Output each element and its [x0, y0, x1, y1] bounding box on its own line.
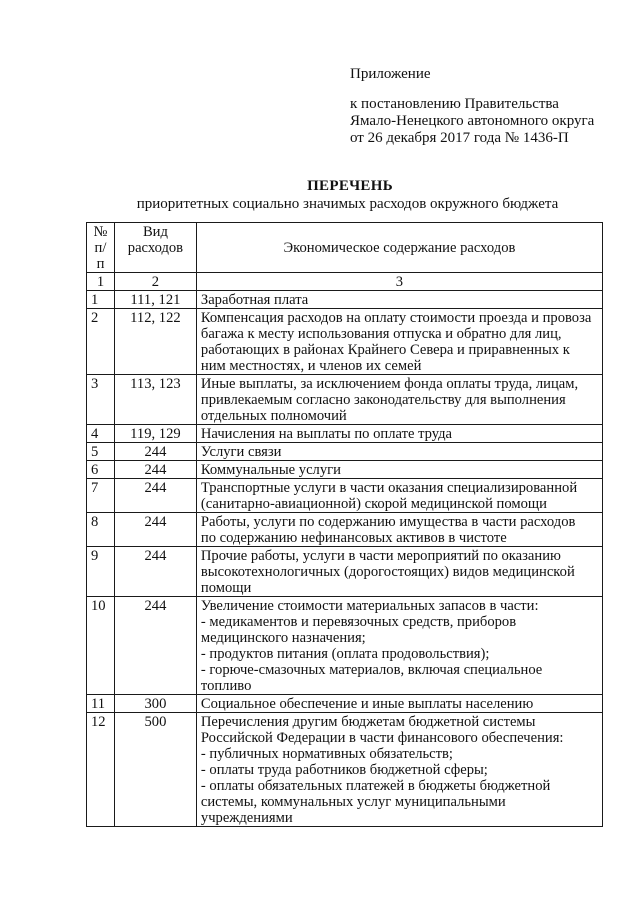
- row-expense-kind: 119, 129: [114, 425, 196, 443]
- row-description-line: медицинского назначения;: [200, 630, 366, 646]
- row-description: [196, 597, 602, 695]
- table-row: [87, 443, 603, 461]
- row-description-line: топливо: [200, 678, 252, 694]
- row-expense-kind: 300: [114, 695, 196, 713]
- row-description-line: учреждениями: [200, 810, 293, 826]
- row-description-line: - оплаты труда работников бюджетной сферы;: [200, 762, 488, 778]
- document-subtitle: приоритетных социально значимых расходов окружного бюджета: [136, 196, 559, 212]
- table-row: [87, 291, 603, 309]
- row-description-line: Российской Федерации в части финансового обеспечения:: [200, 730, 564, 746]
- row-expense-kind: 113, 123: [114, 375, 196, 425]
- row-description-line: Начисления на выплаты по оплате труда: [200, 426, 453, 442]
- row-description-line: высокотехнологичных (дорогостоящих) видов медицинской: [200, 564, 575, 580]
- row-description-line: работающих в районах Крайнего Севера и приравненных к: [200, 342, 570, 358]
- annex-line-1: к постановлению Правительства: [350, 96, 559, 112]
- row-number: 7: [87, 479, 115, 513]
- row-description-line: багажа к месту использования отпуска и обратно для лиц,: [200, 326, 562, 342]
- row-expense-kind: 244: [114, 461, 196, 479]
- annex-block: [350, 66, 594, 147]
- row-description-line: помощи: [200, 580, 252, 596]
- row-number: 8: [87, 513, 115, 547]
- row-description: [196, 547, 602, 597]
- row-number: 9: [87, 547, 115, 597]
- row-number: 6: [87, 461, 115, 479]
- row-description: [196, 479, 602, 513]
- annex-title: Приложение: [350, 66, 431, 82]
- row-number: 4: [87, 425, 115, 443]
- header-kind-line-1: Вид: [142, 224, 168, 240]
- row-description-line: - оплаты обязательных платежей в бюджеты бюджетной: [200, 778, 551, 794]
- annex-line-3: от 26 декабря 2017 года № 1436-П: [350, 130, 569, 146]
- row-description-line: - публичных нормативных обязательств;: [200, 746, 453, 762]
- column-numbers-row: [87, 273, 603, 291]
- row-description-line: Транспортные услуги в части оказания специализированной: [200, 480, 578, 496]
- column-number-3: 3: [196, 273, 602, 291]
- document-title: ПЕРЕЧЕНЬ: [307, 178, 393, 194]
- row-expense-kind: 112, 122: [114, 309, 196, 375]
- row-description-line: Социальное обеспечение и иные выплаты населению: [200, 696, 534, 712]
- row-number: 2: [87, 309, 115, 375]
- row-number: 11: [87, 695, 115, 713]
- row-description-line: по содержанию нефинансовых активов в чистоте: [200, 530, 507, 546]
- row-description-line: (санитарно-авиационной) скорой медицинской помощи: [200, 496, 547, 512]
- header-number-line-1: №: [93, 224, 108, 240]
- row-number: 10: [87, 597, 115, 695]
- expenses-table: [86, 222, 603, 827]
- annex-line-2: Ямало-Ненецкого автономного округа: [350, 113, 595, 129]
- row-description-line: Иные выплаты, за исключением фонда оплаты труда, лицам,: [200, 376, 579, 392]
- row-expense-kind: 244: [114, 479, 196, 513]
- row-description: [196, 513, 602, 547]
- row-description-line: Прочие работы, услуги в части мероприятий по оказанию: [200, 548, 561, 564]
- row-description-line: Работы, услуги по содержанию имущества в части расходов: [200, 514, 576, 530]
- row-description-line: Услуги связи: [200, 444, 282, 460]
- table-row: [87, 547, 603, 597]
- row-description: [196, 695, 602, 713]
- table-row: [87, 375, 603, 425]
- header-kind-line-2: расходов: [127, 240, 184, 256]
- table-row: [87, 513, 603, 547]
- header-number-line-2: п/п: [94, 240, 107, 272]
- row-description-line: ним местностях, и членов их семей: [200, 358, 422, 374]
- row-expense-kind: 244: [114, 443, 196, 461]
- row-number: 5: [87, 443, 115, 461]
- row-number: 12: [87, 713, 115, 827]
- header-description: Экономическое содержание расходов: [196, 223, 602, 273]
- row-description-line: - продуктов питания (оплата продовольствия);: [200, 646, 490, 662]
- row-description: [196, 713, 602, 827]
- table-row: [87, 479, 603, 513]
- table-row: [87, 309, 603, 375]
- row-expense-kind: 244: [114, 513, 196, 547]
- table-row: [87, 425, 603, 443]
- row-description: [196, 443, 602, 461]
- row-description-line: Перечисления другим бюджетам бюджетной системы: [200, 714, 536, 730]
- row-description-line: - медикаментов и перевязочных средств, приборов: [200, 614, 517, 630]
- row-description-line: Коммунальные услуги: [200, 462, 341, 478]
- table-row: [87, 695, 603, 713]
- row-description: [196, 375, 602, 425]
- table-body: [87, 291, 603, 827]
- row-expense-kind: 111, 121: [114, 291, 196, 309]
- table-row: [87, 713, 603, 827]
- row-description-line: отдельных полномочий: [200, 408, 347, 424]
- table-header-row: [87, 223, 603, 273]
- table-row: [87, 461, 603, 479]
- row-description: [196, 309, 602, 375]
- row-description: [196, 425, 602, 443]
- row-expense-kind: 244: [114, 547, 196, 597]
- row-expense-kind: 500: [114, 713, 196, 827]
- header-number: [87, 223, 115, 273]
- row-description-line: - горюче-смазочных материалов, включая специальное: [200, 662, 543, 678]
- column-number-1: 1: [87, 273, 115, 291]
- row-number: 3: [87, 375, 115, 425]
- row-expense-kind: 244: [114, 597, 196, 695]
- header-kind: [114, 223, 196, 273]
- row-description-line: системы, коммунальных услуг муниципальными: [200, 794, 506, 810]
- row-description: [196, 291, 602, 309]
- column-number-2: 2: [114, 273, 196, 291]
- row-description: [196, 461, 602, 479]
- table-row: [87, 597, 603, 695]
- row-description-line: Увеличение стоимости материальных запасов в части:: [200, 598, 539, 614]
- row-description-line: Заработная плата: [200, 292, 309, 308]
- row-description-line: привлекаемым согласно законодательству для выполнения: [200, 392, 566, 408]
- row-number: 1: [87, 291, 115, 309]
- row-description-line: Компенсация расходов на оплату стоимости проезда и провоза: [200, 310, 592, 326]
